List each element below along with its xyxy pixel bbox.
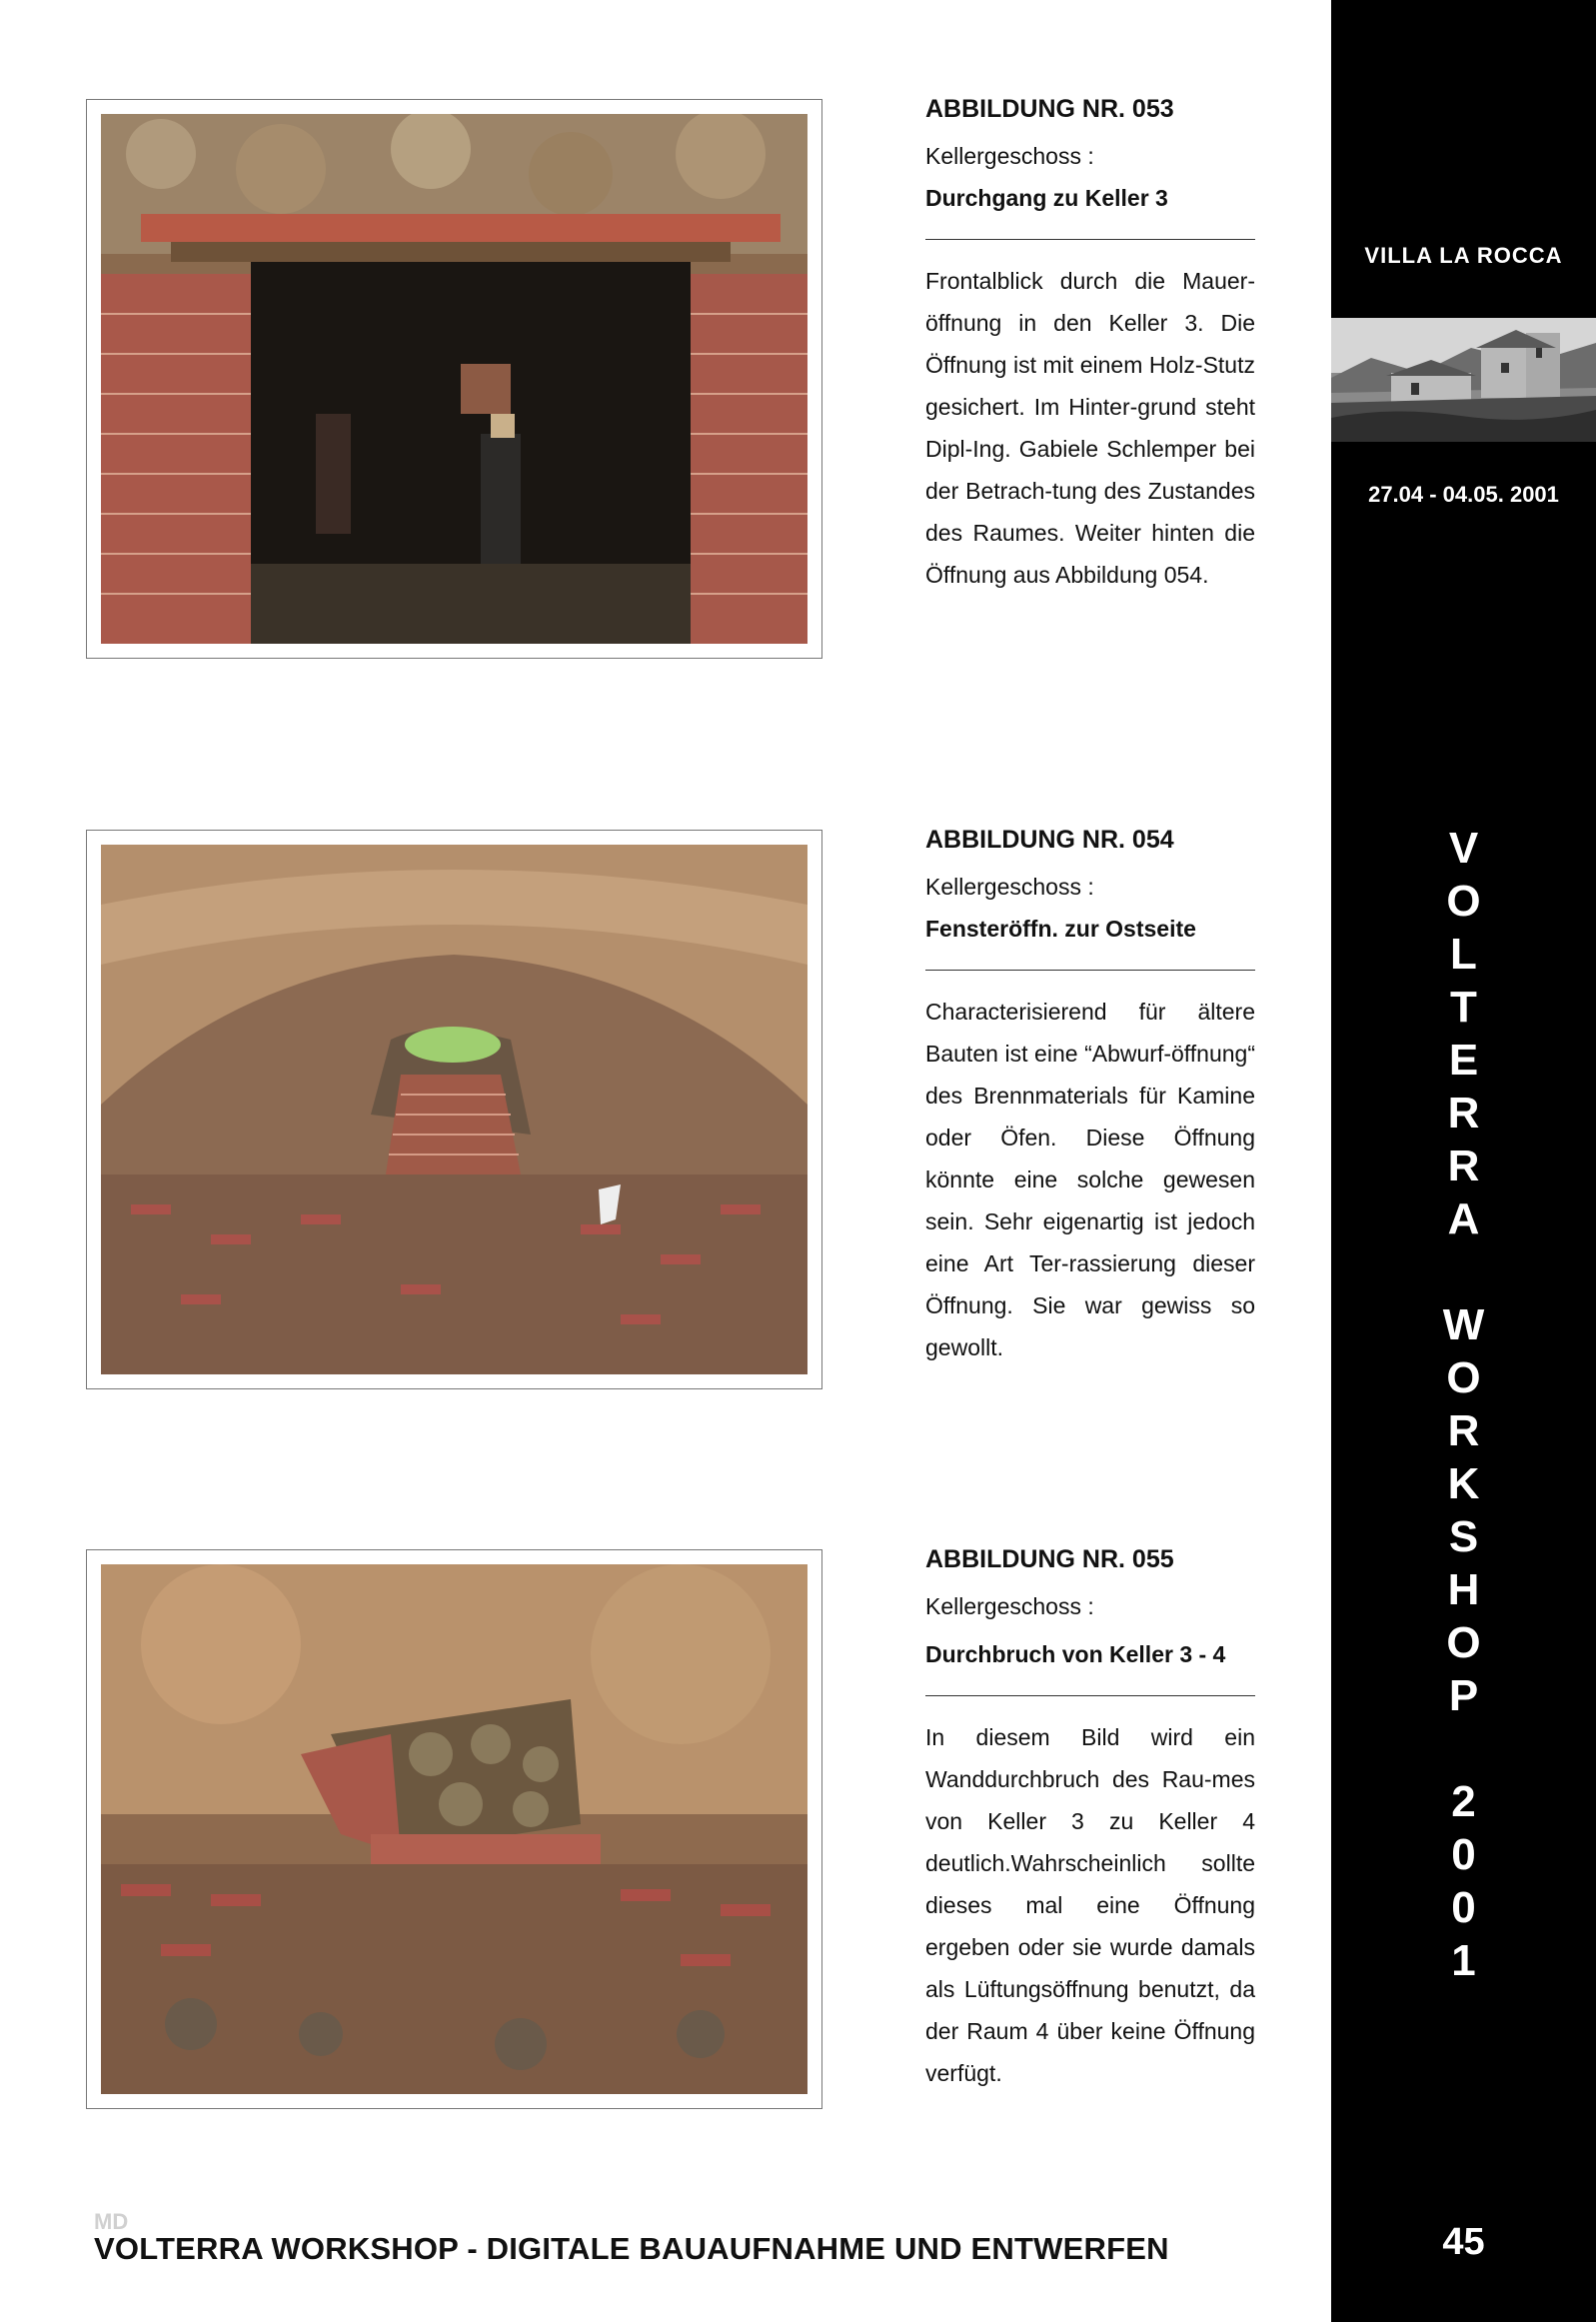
vertical-title-char: H	[1447, 1565, 1480, 1614]
vertical-title-char: E	[1448, 1036, 1479, 1085]
vertical-title-char: V	[1448, 824, 1479, 873]
md-watermark: MD	[94, 2209, 129, 2234]
caption-divider	[925, 239, 1255, 240]
figure-title: ABBILDUNG NR. 054	[925, 826, 1174, 854]
vertical-title-char: O	[1446, 1618, 1481, 1667]
figure-name: Fensteröffn. zur Ostseite	[925, 916, 1196, 942]
vertical-title-char: 0	[1451, 1830, 1476, 1879]
figure-description: Frontalblick durch die Mauer-öffnung in den Keller 3. Die Öffnung ist mit einem Holz-Stutz gesichert. Im Hinter-grund steht Dipl-Ing. Gabiele Schlemper bei der Betrach-tung des Zustandes des Raumes. Weiter hinten die Öffnung aus Abbildung 054.	[925, 268, 1255, 588]
vertical-title-char: K	[1447, 1459, 1480, 1508]
figure-level: Kellergeschoss :	[925, 143, 1094, 169]
vertical-title-char	[1331, 1722, 1596, 1775]
vertical-title-char: W	[1442, 1300, 1485, 1349]
figure-title: ABBILDUNG NR. 055	[925, 1545, 1174, 1573]
workshop-dates: 27.04 - 04.05. 2001	[1368, 482, 1559, 507]
figure-level: Kellergeschoss :	[925, 874, 1094, 900]
photo-frame-054	[86, 830, 822, 1389]
vertical-title-char: 1	[1451, 1936, 1476, 1985]
vertical-title-char: O	[1446, 877, 1481, 926]
figure-level: Kellergeschoss :	[925, 1593, 1094, 1619]
vertical-title-char: R	[1447, 1089, 1480, 1138]
footer-title: VOLTERRA WORKSHOP - DIGITALE BAUAUFNAHME UND ENTWERFEN	[94, 2231, 1169, 2266]
vertical-title-char: S	[1448, 1512, 1479, 1561]
vertical-title-char: 0	[1451, 1883, 1476, 1932]
vertical-title-char: P	[1448, 1671, 1479, 1720]
caption-053	[925, 95, 1255, 596]
site-name: VILLA LA ROCCA	[1364, 243, 1563, 268]
vertical-title-char: R	[1447, 1406, 1480, 1455]
vertical-title-char	[1331, 1245, 1596, 1298]
figure-name: Durchgang zu Keller 3	[925, 185, 1168, 211]
villa-landscape-image	[1331, 318, 1596, 442]
cellar-doorway-photo	[101, 114, 807, 644]
figure-description: In diesem Bild wird ein Wanddurchbruch des Rau-mes von Keller 3 zu Keller 4 deutlich.Wahrscheinlich sollte dieses mal eine Öffnung ergeben oder sie wurde damals als Lüftungsöffnung benutzt, da der Raum 4 über keine Öffnung verfügt.	[925, 1724, 1255, 2086]
figure-name: Durchbruch von Keller 3 - 4	[925, 1641, 1226, 1667]
vertical-title-char: O	[1446, 1353, 1481, 1402]
photo-frame-053	[86, 99, 822, 659]
caption-054	[925, 826, 1255, 1368]
cellar-window-photo	[101, 845, 807, 1374]
figure-title: ABBILDUNG NR. 053	[925, 95, 1174, 123]
page-number: 45	[1442, 2221, 1485, 2263]
vertical-title	[1331, 822, 1596, 1987]
vertical-title-char: 2	[1451, 1777, 1476, 1826]
sidebar	[1331, 0, 1596, 2322]
vertical-title-char: R	[1447, 1142, 1480, 1190]
cellar-breakthrough-photo	[101, 1564, 807, 2094]
vertical-title-char: A	[1447, 1194, 1480, 1243]
caption-divider	[925, 1695, 1255, 1696]
vertical-title-char: T	[1450, 983, 1477, 1032]
caption-055	[925, 1545, 1255, 2094]
photo-frame-055	[86, 1549, 822, 2109]
figure-description: Characterisierend für ältere Bauten ist eine “Abwurf-öffnung“ des Brennmaterials für Kamine oder Öfen. Diese Öffnung könnte eine solche gewesen sein. Sehr eigenartig ist jedoch eine Art Ter-rassierung dieser Öffnung. Sie war gewiss so gewollt.	[925, 999, 1255, 1360]
caption-divider	[925, 970, 1255, 971]
vertical-title-char: L	[1450, 930, 1477, 979]
